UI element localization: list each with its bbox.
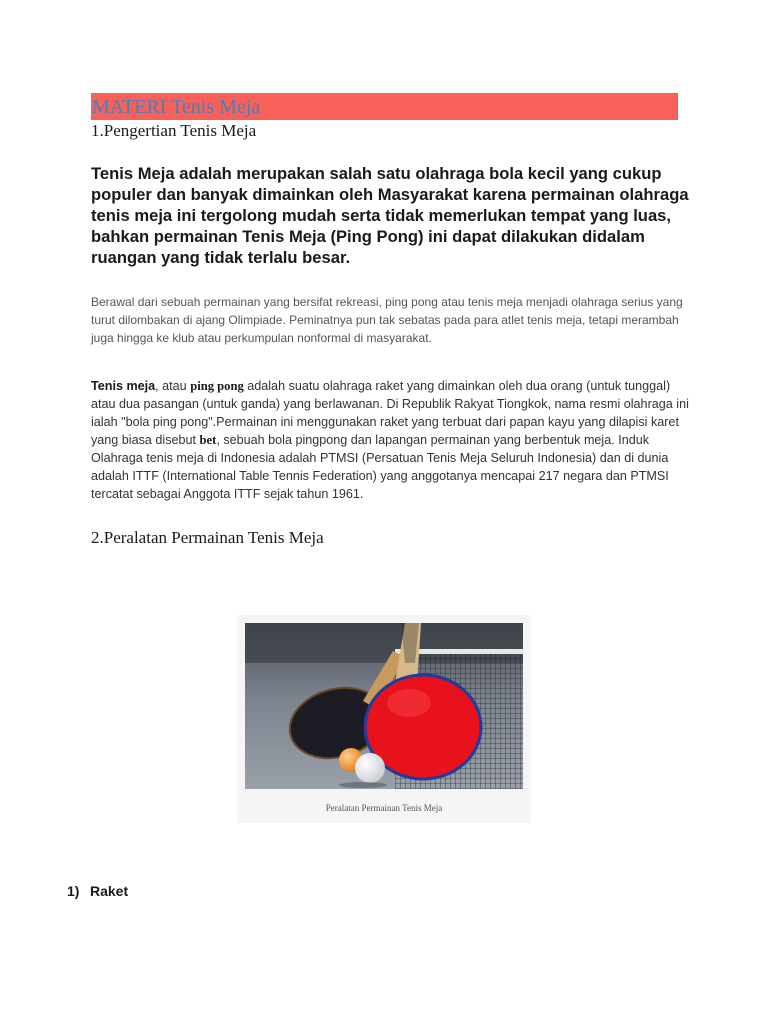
- term-bet: bet: [199, 433, 217, 447]
- section-heading-peralatan: 2.Peralatan Permainan Tenis Meja: [91, 528, 324, 547]
- list-number: 1): [67, 883, 80, 899]
- document-title: MATERI Tenis Meja: [92, 96, 261, 118]
- figure-caption: Peralatan Permainan Tenis Meja: [325, 803, 443, 813]
- lead-paragraph: Tenis Meja adalah merupakan salah satu olahraga bola kecil yang cukup populer dan banyak dimainkan oleh Masyarakat karena permainan olahraga tenis meja ini tergolong mudah serta tidak memerlukan tempat yang luas, bahkan permainan Tenis Meja (Ping Pong) ini dapat dilakukan didalam ruangan yang tidak terlalu besar.: [91, 164, 689, 267]
- history-paragraph: Berawal dari sebuah permainan yang bersifat rekreasi, ping pong atau tenis meja menjadi olahraga serius yang turut dilombakan di ajang Olimpiade. Peminatnya pun tak sebatas pada para atlet tenis meja, tetapi merambah juga hingga ke klub atau perkumpulan nonformal di masyarakat.: [91, 295, 683, 345]
- section-heading-pengertian: 1.Pengertian Tenis Meja: [91, 121, 257, 140]
- table-tennis-illustration: [245, 623, 523, 789]
- list-item-raket: [67, 883, 128, 899]
- white-ball: [355, 753, 385, 783]
- equipment-figure: [237, 615, 531, 823]
- equipment-photo: [245, 623, 523, 789]
- text-segment: , sebuah bola pingpong dan lapangan permainan yang berbentuk meja. Induk Olahraga tenis meja di Indonesia adalah PTMSI (Persatuan Tenis Meja Seluruh Indonesia) dan di dunia adalah ITTF (International Table Tennis Federation) yang anggotanya mencapai 217 negara dan PTMSI tercatat sebagai Anggota ITTF sejak tahun 1961.: [91, 433, 669, 501]
- definition-paragraph: [91, 377, 691, 503]
- term-ping-pong: ping pong: [190, 379, 244, 393]
- text-segment: adalah suatu olahraga raket yang dimainkan oleh dua orang (untuk tunggal) atau dua pasangan (untuk ganda) yang berlawanan. Di Republik Rakyat Tiongkok, nama resmi olahraga ini ialah "bola ping pong".Permainan ini menggunakan raket yang terbuat dari papan kayu yang dilapisi karet yang biasa disebut: [91, 379, 689, 447]
- term-tenis-meja: Tenis meja: [91, 379, 156, 393]
- text-segment: , atau: [155, 379, 191, 393]
- list-label: Raket: [90, 883, 129, 899]
